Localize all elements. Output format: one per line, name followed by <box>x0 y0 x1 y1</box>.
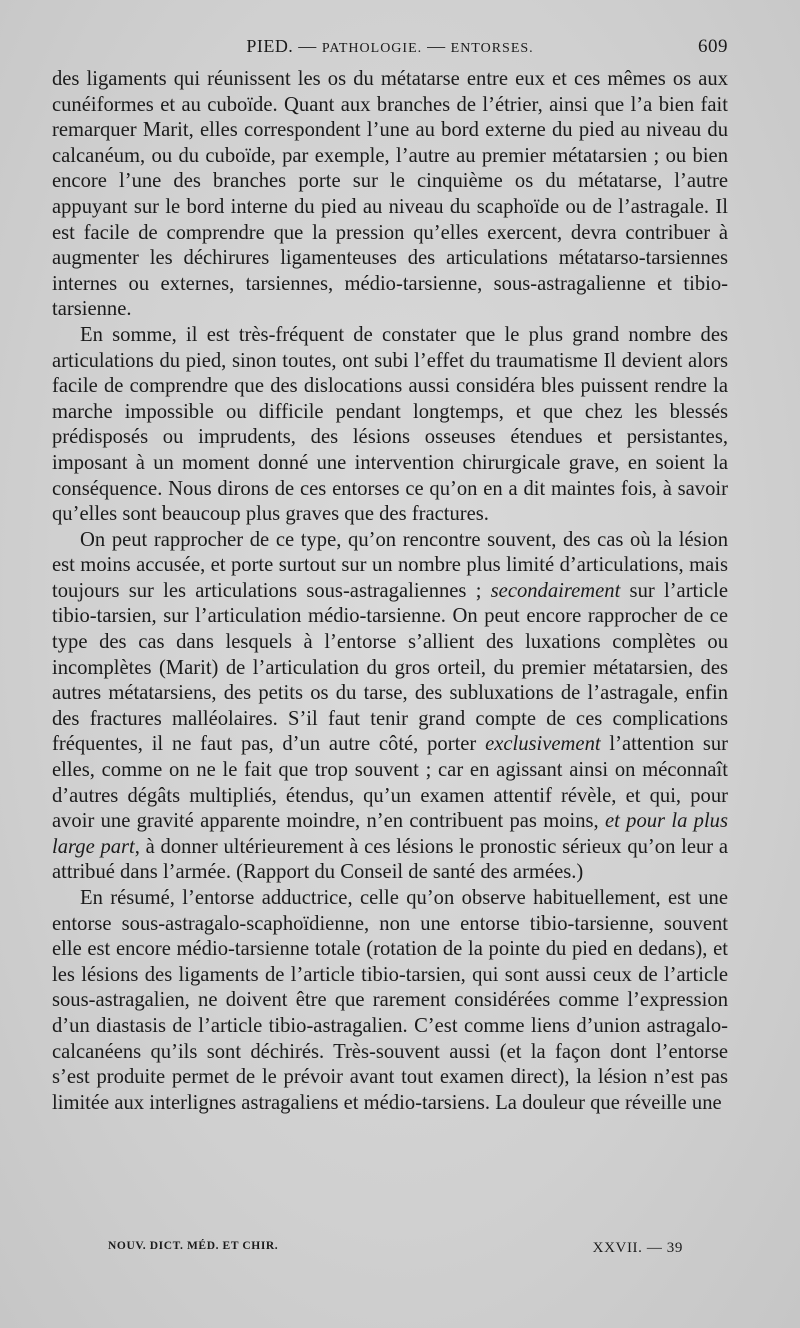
text-run: On peut rapprocher de ce type, qu’on rencontre souvent, des cas où la lésion est moins accusée, et porte surtout sur un nombre plus limité d’articulations, mais toujours sur les articulations sous-astragaliennes ; <box>52 528 728 602</box>
body-text <box>52 67 728 1116</box>
page-number: 609 <box>698 36 728 57</box>
text-run: sur l’article tibio-tarsien, sur l’articulation médio-tarsienne. On peut encore rapprocher de ce type des cas dans lesquels à l’entorse s’allient des luxations complètes ou incomplètes (Marit) de l’articulation du gros orteil, du premier métatarsien, des autres métatarsiens, des petits os du tarse, des subluxations de l’astragale, enfin des fractures malléolaires. S’il faut tenir grand compte de ces complications fréquentes, il ne faut pas, d’un autre côté, porter <box>52 579 728 756</box>
running-head-title <box>52 36 728 57</box>
running-head-part-4: ENTORSES. <box>450 41 534 56</box>
running-head-part-2: PATHOLOGIE. <box>321 41 423 56</box>
text-run: , à donner ultérieurement à ces lésions le pronostic sérieux qu’on leur a attribué dans l’armée. (Rapport du Conseil de santé des armées.) <box>52 835 728 884</box>
paragraph-2 <box>52 323 728 528</box>
running-head-part-1: PIED. — <box>246 36 322 56</box>
paragraph-1 <box>52 67 728 323</box>
paragraph-4 <box>52 886 728 1116</box>
text-run: l’attention sur elles, comme on ne le fait que trop souvent ; car en agissant ainsi on méconnaît d’autres dégâts multipliés, étendus, qu’un examen attentif révèle, et qui, pour avoir une gravité apparente moindre, n’en contribuent pas moins, <box>52 733 728 833</box>
paragraph-3 <box>52 528 728 886</box>
italic-text-run: et pour la plus large part <box>52 810 728 858</box>
footer-volume-signature: XXVII. — 39 <box>592 1240 683 1256</box>
text-run: des ligaments qui réunissent les os du métatarse entre eux et ces mêmes os aux cunéiformes et au cuboïde. Quant aux branches de l’étrier, ainsi que l’a bien fait remarquer Marit, elles correspondent l’une au bord externe du pied au niveau du calcanéum, ou du cuboïde, par exemple, l’autre au premier métatarsien ; ou bien encore l’une des branches porte sur le cinquième os du métatarse, l’autre appuyant sur le bord interne du pied au niveau du scaphoïde ou de l’astragale. Il est facile de comprendre que la pression qu’elles exercent, devra contribuer à augmenter les déchirures ligamenteuses des articulations métatarso-tarsiennes internes ou externes, tarsiennes, médio-tarsienne, sous-astragalienne et tibio-tarsienne. <box>52 68 728 321</box>
italic-text-run: exclusivement <box>485 733 601 756</box>
running-head-part-3: — <box>422 36 451 56</box>
text-run: En somme, il est très-fréquent de constater que le plus grand nombre des articulations du pied, sinon toutes, ont subi l’effet du traumatisme Il devient alors facile de comprendre que des dislocations aussi considéra bles puissent rendre la marche impossible ou difficile pendant longtemps, et que chez les blessés prédisposés ou imprudents, des lésions osseuses étendues et persistantes, imposant à un moment donné une intervention chirurgicale grave, en soient la conséquence. Nous dirons de ces entorses ce qu’on en a dit maintes fois, à savoir qu’elles sont beaucoup plus graves que des fractures. <box>52 323 728 526</box>
footer-signature: NOUV. DICT. MÉD. ET CHIR. <box>108 1240 279 1252</box>
text-run: En résumé, l’entorse adductrice, celle qu’on observe habituellement, est une entorse sous-astragalo-scaphoïdienne, non une entorse tibio-tarsienne, souvent elle est encore médio-tarsienne totale (rotation de la pointe du pied en dedans), et les lésions des ligaments de l’article tibio-tarsien, qui sont aussi ceux de l’article sous-astragalien, ne doivent être que rarement considérées comme l’expression d’un diastasis de l’article tibio-astragalien. C’est comme liens d’union astragalo-calcanéens qu’ils sont déchirés. Très-souvent aussi (et la façon dont l’entorse s’est produite permet de le prévoir avant tout examen direct), la lésion n’est pas limitée aux interlignes astragaliens et médio-tarsiens. La douleur que réveille une <box>52 887 728 1114</box>
italic-text-run: secondairement <box>490 579 621 602</box>
running-head <box>52 36 728 58</box>
